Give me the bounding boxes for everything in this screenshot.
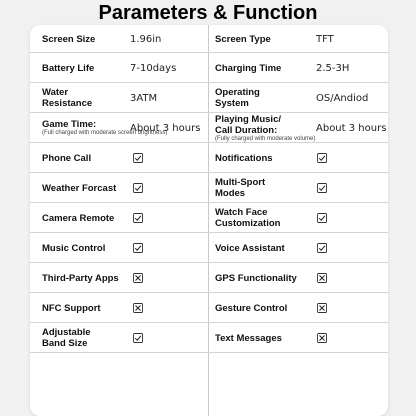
spec-label: Playing Music/ Call Duration: (Fully charged with moderate volume) [215, 113, 316, 142]
feature-checkbox-checked-icon [317, 153, 327, 163]
feature-label: Music Control [42, 242, 106, 254]
feature-checkbox-checked-icon [133, 153, 143, 163]
feature-checkbox-checked-icon [133, 183, 143, 193]
spec-value: OS/Andiod [316, 92, 369, 104]
feature-checkbox-checked-icon [133, 213, 143, 223]
feature-checkbox-crossed-icon [317, 273, 327, 283]
spec-value: About 3 hours [316, 122, 387, 134]
spec-value: 1.96in [130, 33, 162, 45]
feature-checkbox-crossed-icon [317, 333, 327, 343]
feature-label: Voice Assistant [215, 242, 285, 254]
feature-checkbox-checked-icon [317, 183, 327, 193]
spec-value: TFT [316, 33, 334, 45]
spec-value: About 3 hours [130, 122, 201, 134]
spec-label: Screen Type [215, 33, 271, 45]
feature-checkbox-crossed-icon [133, 273, 143, 283]
spec-label: Game Time: (Full charged with moderate screen brightness) [42, 119, 168, 136]
feature-checkbox-checked-icon [133, 333, 143, 343]
spec-label: Screen Size [42, 33, 96, 45]
feature-label: Notifications [215, 152, 273, 164]
spec-label: Battery Life [42, 62, 95, 74]
feature-label: Multi-Sport Modes [215, 177, 266, 199]
feature-label: Gesture Control [215, 302, 288, 314]
spec-value: 7-10days [130, 62, 177, 74]
feature-label: Weather Forcast [42, 182, 117, 194]
spec-label: Water Resistance [42, 87, 93, 109]
feature-checkbox-crossed-icon [133, 303, 143, 313]
spec-value: 3ATM [130, 92, 158, 104]
spec-value: 2.5-3H [316, 62, 350, 74]
feature-label: NFC Support [42, 302, 101, 314]
spec-label: Operating System [215, 87, 260, 109]
feature-checkbox-checked-icon [317, 213, 327, 223]
feature-checkbox-checked-icon [317, 243, 327, 253]
feature-label: Text Messages [215, 332, 282, 344]
spec-table [30, 25, 388, 416]
feature-checkbox-crossed-icon [317, 303, 327, 313]
feature-label: Adjustable Band Size [42, 327, 91, 349]
feature-label: GPS Functionality [215, 272, 297, 284]
feature-checkbox-checked-icon [133, 243, 143, 253]
feature-label: Camera Remote [42, 212, 115, 224]
feature-label: Watch Face Customization [215, 207, 281, 229]
spec-label: Charging Time [215, 62, 282, 74]
feature-label: Phone Call [42, 152, 92, 164]
feature-label: Third-Party Apps [42, 272, 119, 284]
page-title: Parameters & Function [98, 2, 318, 24]
